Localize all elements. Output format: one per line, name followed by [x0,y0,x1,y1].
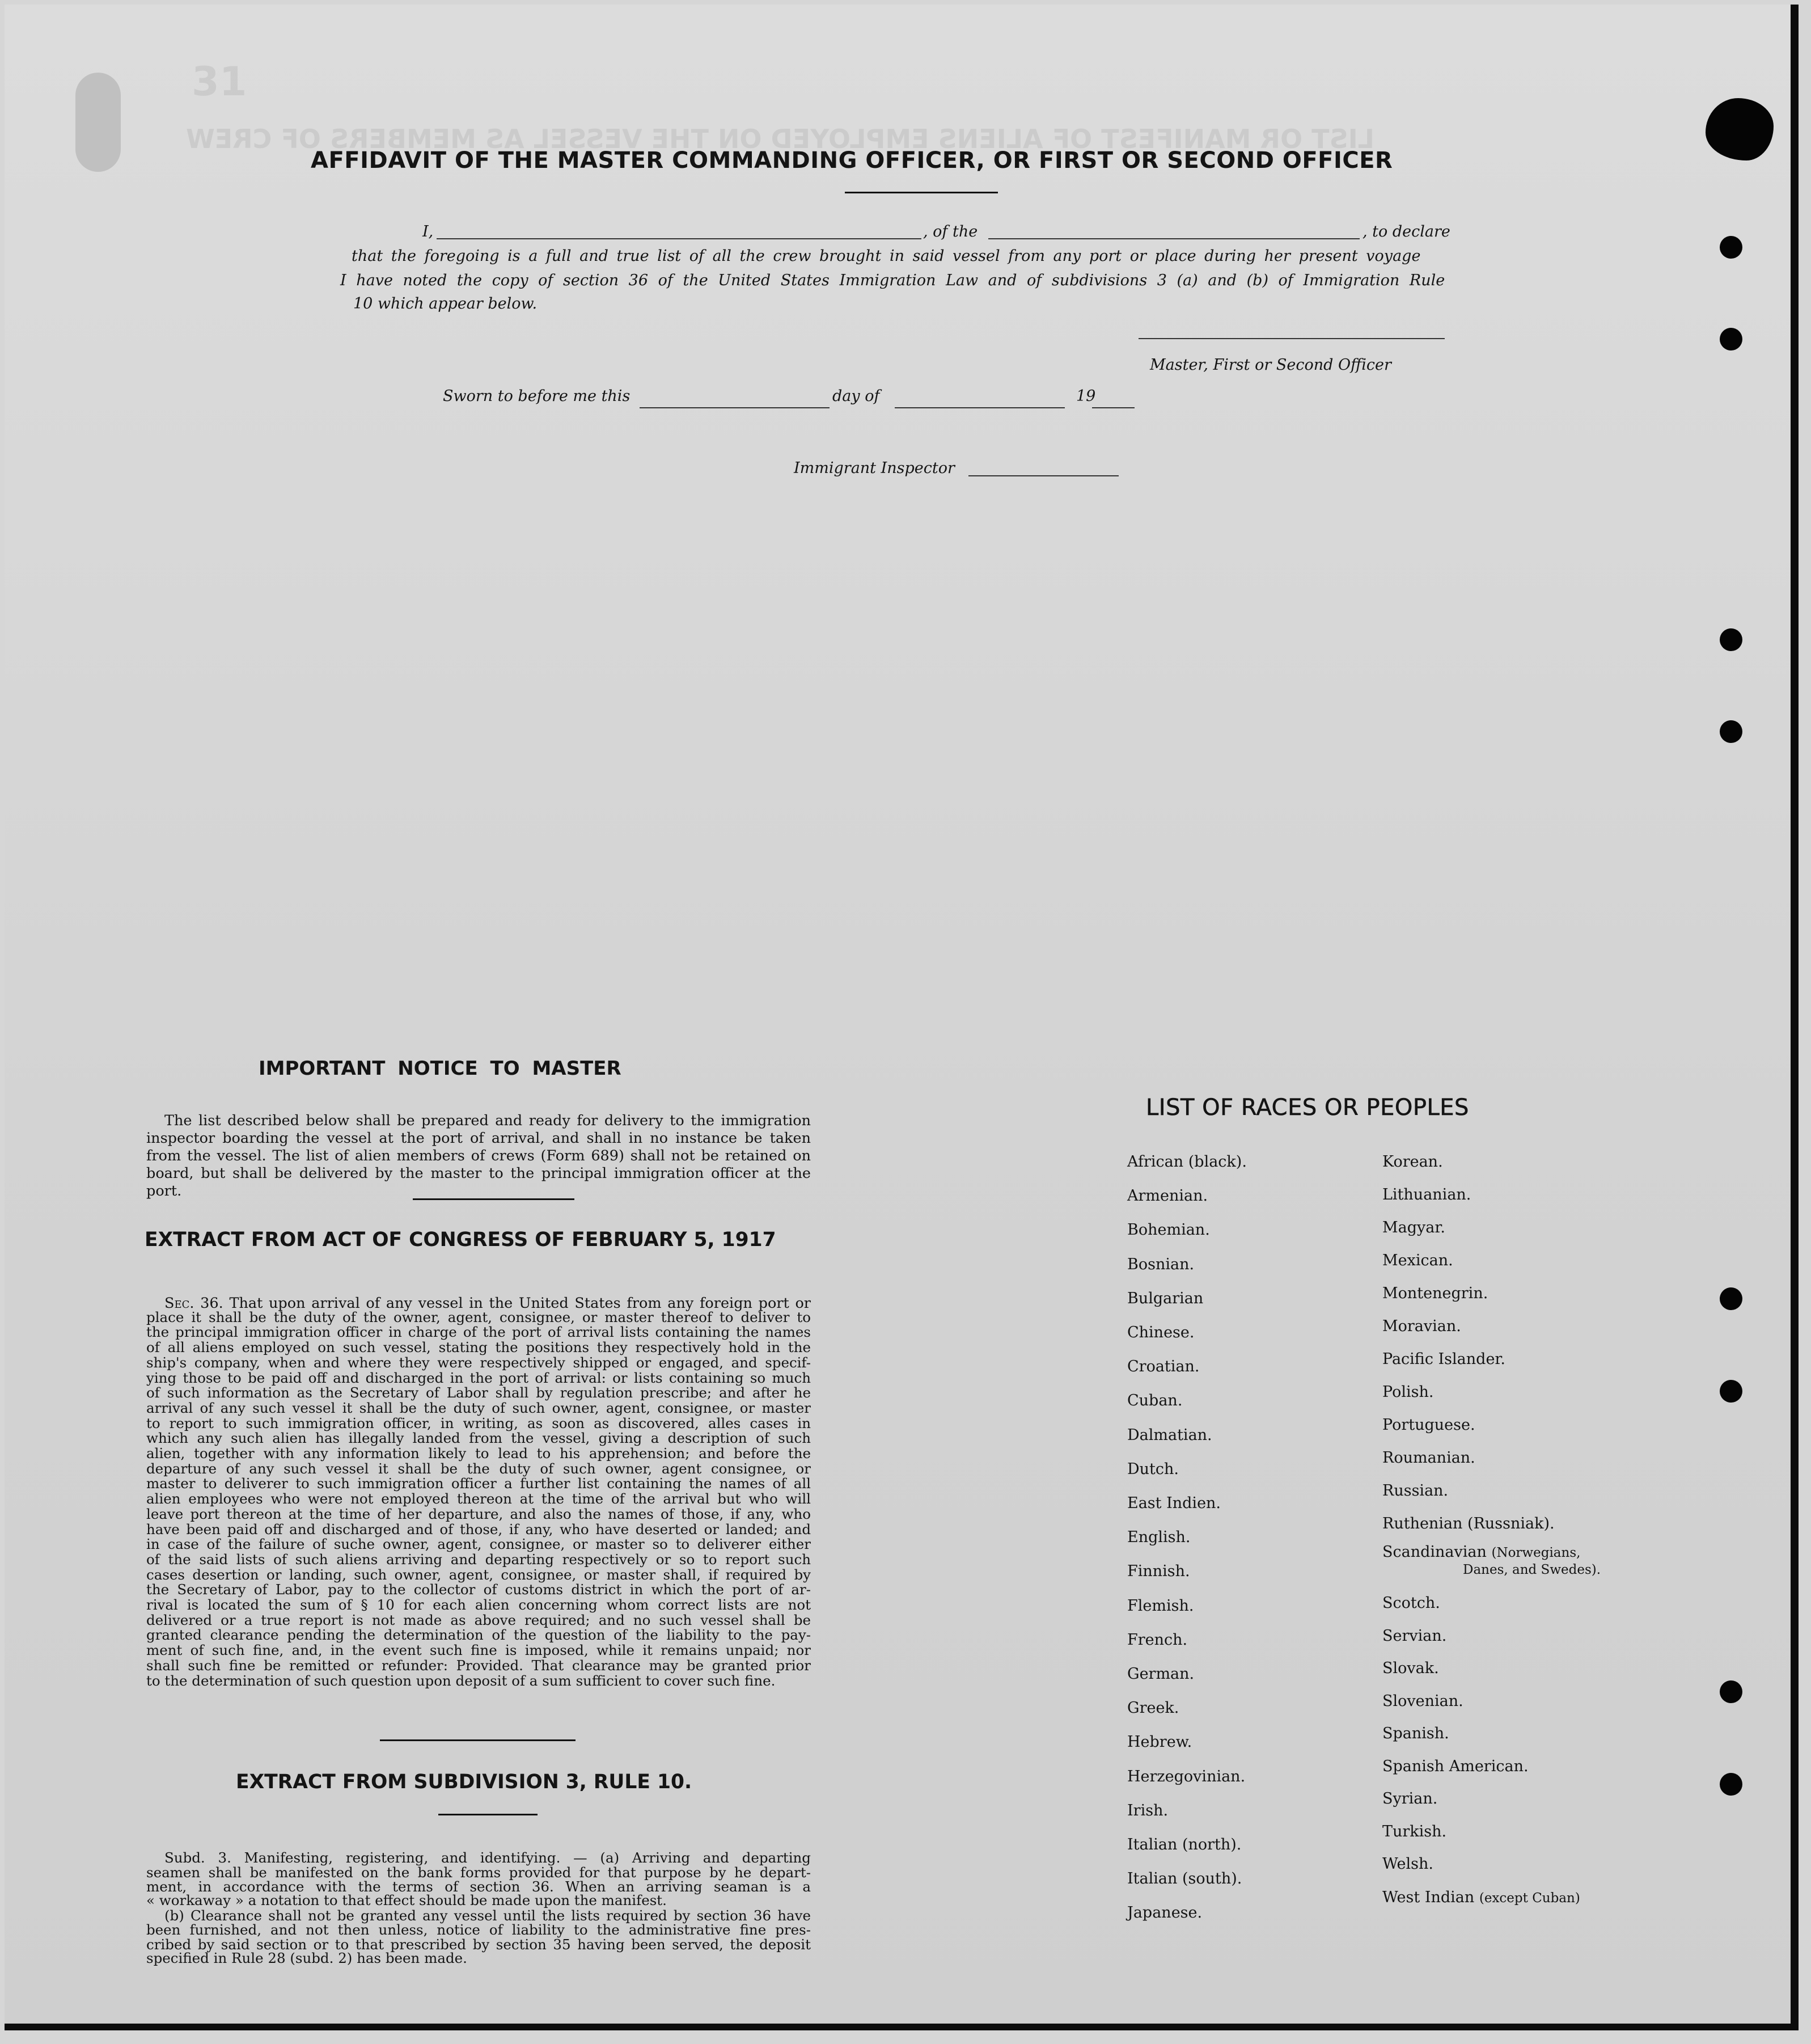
affidavit-i: I, [422,223,434,240]
sworn-day-field[interactable] [640,407,830,408]
act-line: cases desertion or landing, such owner, agent, consignee, or master shall, if required by [146,1566,811,1583]
race-item-west-indian: West Indian (except Cuban) [1382,1889,1580,1906]
act-line: alien, together with any information likely to lead to his apprehension; and before the [146,1445,811,1462]
act-line: the principal immigration officer in charge of the port of arrival lists containing the names [146,1324,811,1341]
race-item: Spanish American. [1382,1757,1529,1775]
race-item: Bosnian. [1127,1255,1195,1273]
race-item: Ruthenian (Russniak). [1382,1515,1555,1532]
act-line: to the determination of such question upon deposit of a sum sufficient to cover such fine. [146,1672,776,1689]
punch-hole [1720,328,1742,350]
master-signature-label: Master, First or Second Officer [1150,356,1391,374]
affidavit-of-the: , of the [923,223,978,240]
punch-hole [1720,628,1742,651]
act-line: of the said lists of such aliens arriving and departing respectively or so to report such [146,1551,811,1568]
race-item: Moravian. [1382,1317,1461,1335]
notice-divider [413,1198,574,1200]
inspector-label: Immigrant Inspector [794,459,955,477]
title-underline [845,192,998,193]
notice-line: The list described below shall be prepared and ready for delivery to the immigration [164,1112,811,1129]
race-item: Bohemian. [1127,1221,1210,1239]
race-item: German. [1127,1665,1195,1683]
master-signature-line[interactable] [1139,338,1445,339]
year-label: 19 [1076,387,1096,405]
act-line: arrival of any such vessel it shall be the duty of such owner, agent, consignee, or master [146,1399,811,1416]
affidavit-line-2: that the foregoing is a full and true list of all the crew brought in said vessel from any port or place during her present voyage [352,247,1421,265]
affidavit-to-declare: , to declare [1363,223,1450,240]
race-item-scandinavian: Scandinavian (Norwegians, [1382,1543,1581,1561]
race-item: Syrian. [1382,1790,1438,1807]
race-item-scandinavian-sub: Danes, and Swedes). [1463,1562,1601,1577]
act-line: have been paid off and discharged and of those, if any, who have deserted or landed; and [146,1521,811,1538]
vessel-field[interactable] [988,238,1360,239]
act-line: shall such fine be remitted or refunder: Provided. That clearance may be granted prior [146,1657,811,1674]
act-line: granted clearance pending the determination of the question of the liability to the pay- [146,1627,811,1644]
ghost-page-number: 31 [192,58,247,105]
ghost-header: LIST OR MANIFEST OF ALIENS EMPLOYED ON THE VESSEL AS MEMBERS OF CREW [186,124,1375,154]
name-field[interactable] [437,238,921,239]
race-item: English. [1127,1528,1191,1547]
race-item: Magyar. [1382,1219,1445,1236]
race-item: Russian. [1382,1482,1449,1500]
punch-hole [1720,1287,1742,1310]
race-item: Pacific Islander. [1382,1350,1505,1368]
race-item: Spanish. [1382,1725,1449,1742]
act-divider [380,1739,576,1741]
sworn-label: Sworn to before me this [443,387,631,405]
notice-line: board, but shall be delivered by the master to the principal immigration officer at the port. [146,1165,811,1200]
document-page [5,5,1799,2030]
sworn-year-field[interactable] [1092,407,1135,408]
notice-line: inspector boarding the vessel at the port of arrival, and shall in no instance be taken [146,1130,811,1147]
act-line: place it shall be the duty of the owner, agent, consignee, or master thereof to deliver to [146,1308,811,1325]
punch-hole [1720,236,1742,259]
race-item: Slovenian. [1382,1692,1463,1710]
race-item: Turkish. [1382,1822,1447,1840]
race-item: African (black). [1127,1153,1247,1171]
act-line: ship's company, when and where they were respectively shipped or engaged, and specif- [146,1354,811,1371]
affidavit-line-3: I have noted the copy of section 36 of the United States Immigration Law and of subdivisions 3 (a) and (b) of Immigration Rule [340,272,1445,289]
race-item: Japanese. [1127,1904,1203,1922]
inspector-signature-line[interactable] [968,475,1119,476]
race-item: Italian (north). [1127,1836,1242,1853]
punch-hole [1720,720,1742,743]
act-section-label: Sec. 36. [164,1295,223,1312]
rule-line: cribed by said section or to that prescribed by section 35 having been served, the deposit [146,1936,811,1953]
notice-line: from the vessel. The list of alien members of crews (Form 689) shall not be retained on [146,1147,811,1164]
act-line: ment of such fine, and, in the event such fine is imposed, while it remains unpaid; nor [146,1642,811,1659]
punch-hole [1720,1680,1742,1703]
race-item: Montenegrin. [1382,1285,1488,1302]
rule-line: « workaway » a notation to that effect should be made upon the manifest. [146,1892,667,1908]
act-line: leave port thereon at the time of her departure, and also the names of those, if any, who [146,1505,811,1522]
act-line: ying those to be paid off and discharged in the port of arrival: or lists containing so much [146,1369,811,1386]
race-item: Dutch. [1127,1460,1179,1478]
act-line: to report to such immigration officer, in writing, as soon as discovered, alles cases in [146,1414,811,1431]
race-item: Finnish. [1127,1562,1190,1581]
race-item: Slovak. [1382,1659,1439,1677]
affidavit-line-4: 10 which appear below. [353,295,538,312]
race-item: Hebrew. [1127,1733,1192,1751]
act-line: of all aliens employed on such vessel, stating the positions they respectively hold in the [146,1339,811,1356]
rule-divider [438,1814,538,1815]
day-of-label: day of [832,387,880,405]
race-item: Chinese. [1127,1324,1195,1341]
race-item: Korean. [1382,1153,1443,1171]
act-line: master to deliverer to such immigration officer a further list containing the names of all [146,1475,811,1492]
act-line: the Secretary of Labor, pay to the collector of customs district in which the port of ar- [146,1581,811,1598]
race-item: Italian (south). [1127,1870,1242,1888]
sworn-month-field[interactable] [895,407,1065,408]
rule-line: been furnished, and not then unless, notice of liability to the administrative fine pres- [146,1921,811,1938]
act-extract-heading: EXTRACT FROM ACT OF CONGRESS OF FEBRUARY 5, 1917 [145,1228,776,1251]
rule-line: specified in Rule 28 (subd. 2) has been made. [146,1950,467,1966]
rule-extract-heading: EXTRACT FROM SUBDIVISION 3, RULE 10. [236,1771,692,1793]
rule-line: Subd. 3. Manifesting, registering, and identifying. — (a) Arriving and departing [164,1849,811,1866]
race-item: Welsh. [1382,1855,1433,1873]
rule-line: (b) Clearance shall not be granted any vessel until the lists required by section 36 have [164,1907,811,1924]
race-item: Greek. [1127,1699,1179,1717]
race-item: Cuban. [1127,1392,1183,1410]
corner-stamp [75,73,121,172]
affidavit-title: AFFIDAVIT OF THE MASTER COMMANDING OFFICER, OR FIRST OR SECOND OFFICER [311,147,1393,174]
race-item: Croatian. [1127,1358,1200,1376]
punch-hole [1720,1380,1742,1403]
race-item: Servian. [1382,1627,1447,1645]
race-item: French. [1127,1631,1188,1649]
race-item: Portuguese. [1382,1416,1475,1434]
notice-heading: IMPORTANT NOTICE TO MASTER [259,1057,621,1080]
act-line: of such information as the Secretary of Labor shall by regulation prescribe; and after he [146,1384,811,1401]
races-heading: LIST OF RACES OR PEOPLES [1146,1095,1469,1121]
act-line: in case of the failure of suche owner, agent, consignee, or master so to deliverer either [146,1536,811,1553]
race-item: Lithuanian. [1382,1186,1471,1203]
race-item: Armenian. [1127,1187,1208,1205]
punch-hole [1720,1773,1742,1796]
race-item: Herzegovinian. [1127,1767,1246,1785]
act-line: departure of any such vessel it shall be the duty of such owner, agent consignee, or [146,1460,811,1477]
act-line: That upon arrival of any vessel in the United States from any foreign port or [229,1295,811,1312]
race-item: Roumanian. [1382,1449,1475,1467]
race-item: Irish. [1127,1801,1169,1819]
act-line: alien employees who were not employed thereon at the time of the arrival but who will [146,1490,811,1507]
act-line: which any such alien has illegally landed from the vessel, giving a description of such [146,1430,811,1447]
race-item: Polish. [1382,1383,1434,1401]
rule-line: seamen shall be manifested on the bank forms provided for that purpose by he depart- [146,1864,811,1881]
act-line: delivered or a true report is not made as above required; and no such vessel shall be [146,1611,811,1628]
race-item: Flemish. [1127,1597,1194,1615]
ink-blot [1706,98,1774,161]
race-item: Bulgarian [1127,1289,1204,1307]
race-item: Dalmatian. [1127,1426,1212,1444]
race-item: Scotch. [1382,1594,1440,1612]
act-line: rival is located the sum of § 10 for each alien concerning whom correct lists are not [146,1597,811,1613]
rule-line: ment, in accordance with the terms of section 36. When an arriving seaman is a [146,1878,811,1895]
race-item: East Indien. [1127,1494,1221,1512]
race-item: Mexican. [1382,1252,1453,1269]
